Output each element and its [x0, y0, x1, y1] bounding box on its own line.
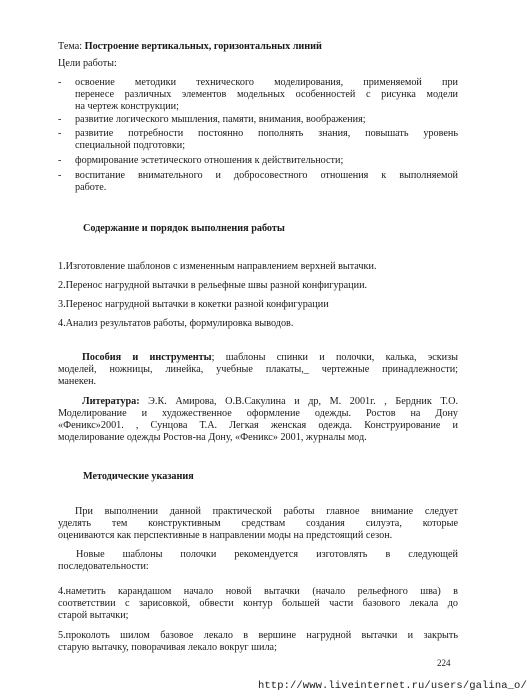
- literature-line: [82, 396, 458, 408]
- goal-line: работе.: [75, 182, 107, 193]
- tools-label: Пособия и инструменты: [82, 352, 212, 363]
- bullet-dash: -: [58, 114, 62, 125]
- goal-line: развитие логического мышления, памяти, внимания, воображения;: [75, 114, 366, 125]
- literature-text: Э.К. Амирова, О.В.Сакулина и др, М. 2001г. , Бердник Т.О.: [139, 396, 458, 407]
- goal-line: формирование эстетического отношения к действительности;: [75, 155, 344, 166]
- topic-title: Построение вертикальных, горизонтальных линий: [84, 41, 322, 52]
- method-line: оцениваются как перспективные в направлении моды на предстоящий сезон.: [58, 530, 393, 541]
- step-line: 1.Изготовление шаблонов с измененным направлением верхней вытачки.: [58, 261, 377, 272]
- content-heading: Содержание и порядок выполнения работы: [83, 223, 285, 234]
- method-line: Новые шаблоны полочки рекомендуется изготовлять в следующей: [76, 549, 458, 560]
- goals-heading: Цели работы:: [58, 58, 117, 69]
- goal-line: развитие потребности постоянно пополнять знания, повышать уровень: [75, 128, 458, 139]
- topic-label: Тема:: [58, 41, 83, 52]
- tools-line: манекен.: [58, 376, 97, 387]
- goal-line: освоение методики технического моделирования, применяемой при: [75, 77, 458, 88]
- bullet-dash: -: [58, 170, 62, 181]
- goal-line: специальной подготовки;: [75, 140, 186, 151]
- literature-line: «Феникс»2001. , Сунцова Т.А. Легкая женская одежда. Конструирование и: [58, 420, 458, 431]
- step-line: 4.Анализ результатов работы, формулировка выводов.: [58, 318, 294, 329]
- goal-line: на чертеж конструкции;: [75, 101, 179, 112]
- method-line: уделять тем конструктивным средствам создания силуэта, которые: [58, 518, 458, 529]
- method-line: 4.наметить карандашом начало новой вытачки (начало рельефного шва) в: [58, 586, 458, 597]
- method-line: 5.проколоть шилом базовое лекало в вершине нагрудной вытачки и закрыть: [58, 630, 458, 641]
- tools-text: ; шаблоны спинки и полочки, калька, эскизы: [211, 352, 458, 363]
- step-line: 3.Перенос нагрудной вытачки в кокетки разной конфигурации: [58, 299, 329, 310]
- literature-line: моделирование одежды Ростов-на Дону, «Феникс» 2001, журналы мод.: [58, 432, 367, 443]
- literature-label: Литература:: [82, 396, 140, 407]
- topic-line: [58, 41, 458, 53]
- page-number: 224: [437, 658, 451, 668]
- tools-line: [82, 352, 458, 364]
- goal-line: перенесе различных элементов модельных особенностей с рисунка модели: [75, 89, 458, 100]
- method-line: старую вытачку, поворачивая лекало вокруг шила;: [58, 642, 277, 653]
- method-heading: Методические указания: [83, 471, 194, 482]
- goal-line: воспитание внимательного и добросовестного отношения к выполняемой: [75, 170, 458, 181]
- method-line: При выполнении данной практической работы главное внимание следует: [75, 506, 458, 517]
- bullet-dash: -: [58, 77, 62, 88]
- step-line: 2.Перенос нагрудной вытачки в рельефные швы разной конфигурации.: [58, 280, 368, 291]
- literature-line: Моделирование и художественное оформление одежды. Ростов на Дону: [58, 408, 458, 419]
- bullet-dash: -: [58, 155, 62, 166]
- bullet-dash: -: [58, 128, 62, 139]
- watermark-url: http://www.liveinternet.ru/users/galina_o/: [258, 680, 527, 692]
- method-line: последовательности:: [58, 561, 149, 572]
- tools-line: моделей, ножницы, линейка, учебные плакаты,_ чертежные принадлежности;: [58, 364, 458, 375]
- method-line: старой вытачки;: [58, 610, 129, 621]
- method-line: соответствии с зарисовкой, обвести контур большей части базового лекала до: [58, 598, 458, 609]
